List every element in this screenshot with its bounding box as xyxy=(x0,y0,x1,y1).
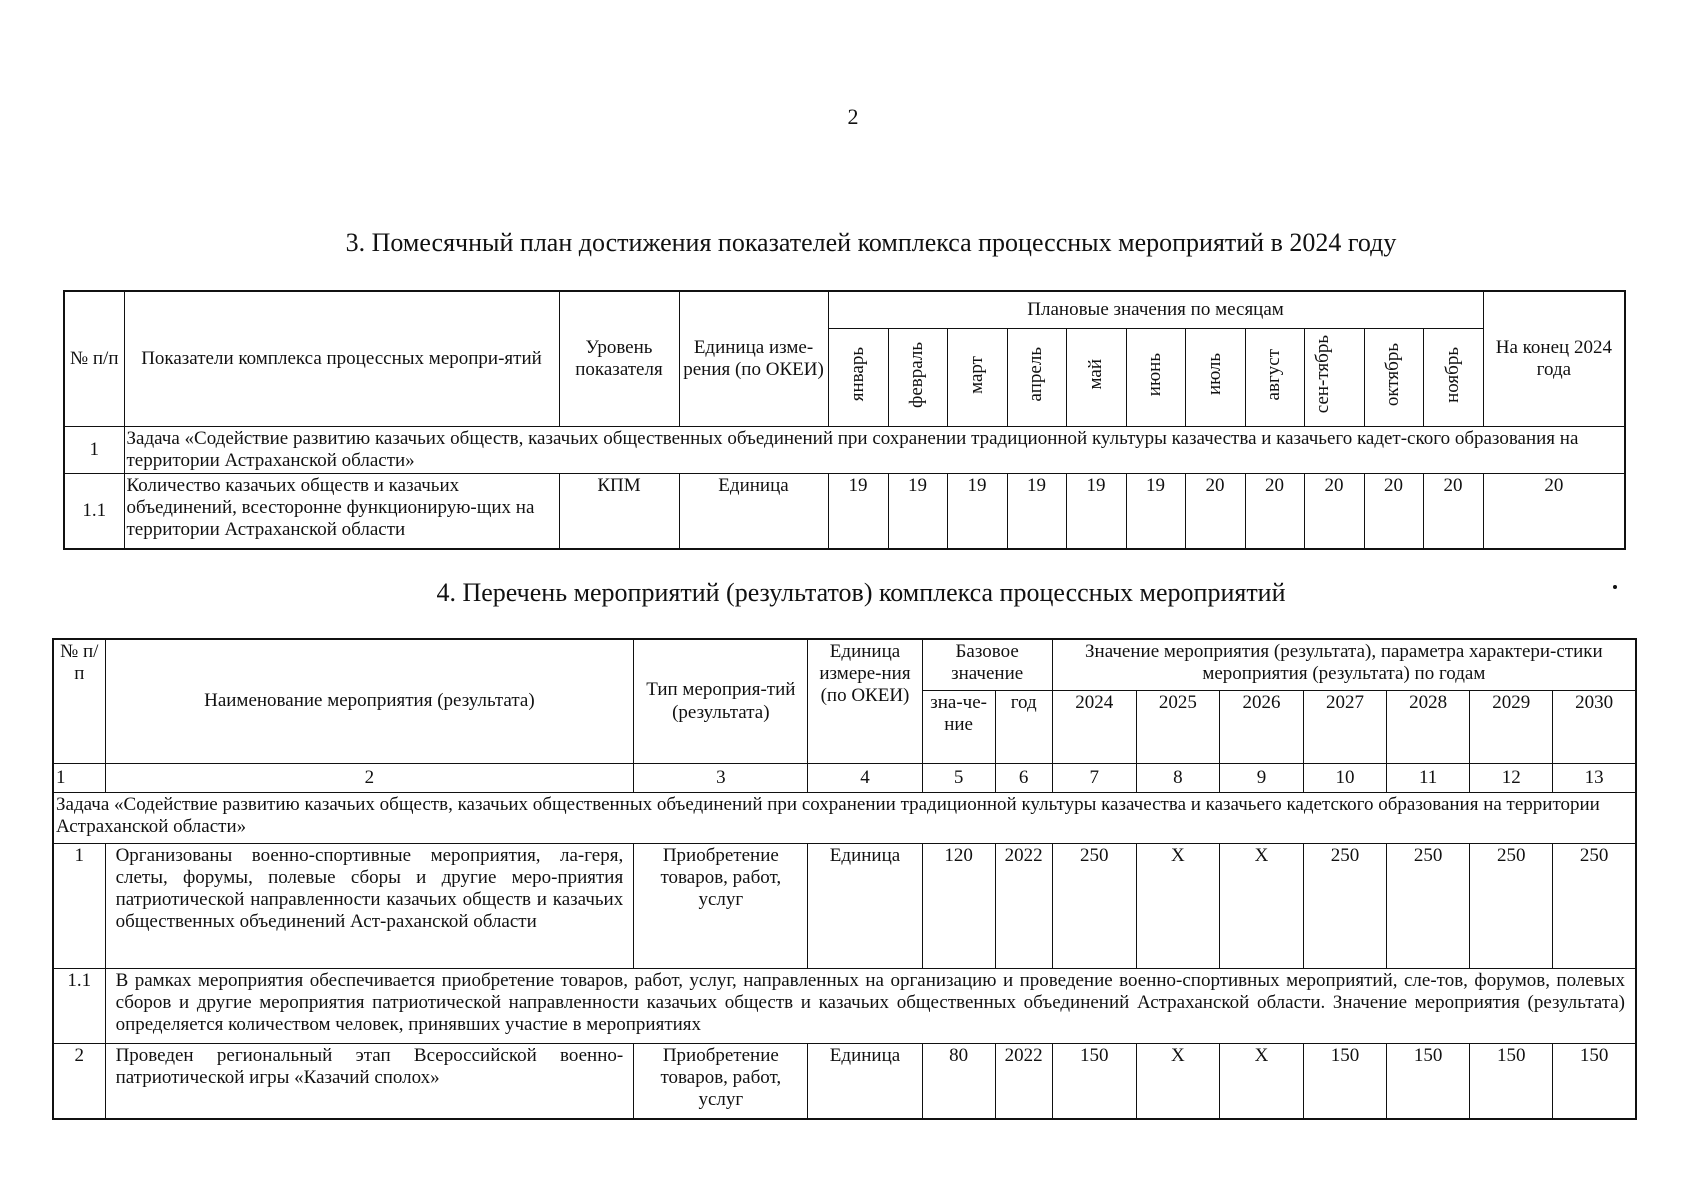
task-row xyxy=(53,793,1636,844)
month-header: март xyxy=(947,329,1007,427)
column-number: 6 xyxy=(995,764,1052,793)
event-year-value: 250 xyxy=(1052,844,1136,969)
event-name: Организованы военно-спортивные мероприятия, ла-геря, слеты, форумы, полевые сборы и другие меро-приятия патриотической направленности казачьих обществ и казачьих общественных объединений Аст-раханской области xyxy=(105,844,634,969)
column-number: 7 xyxy=(1052,764,1136,793)
event-year-value: 250 xyxy=(1553,844,1636,969)
month-value: 20 xyxy=(1423,474,1483,550)
header-unit: Единица изме-рения (по ОКЕИ) xyxy=(679,291,828,427)
month-header: сен-тябрь xyxy=(1304,329,1364,427)
column-number: 10 xyxy=(1304,764,1387,793)
event-type: Приобретение товаров, работ, услуг xyxy=(634,844,808,969)
monthly-plan-table xyxy=(63,290,1626,550)
event-base-value: 120 xyxy=(922,844,995,969)
month-value: 19 xyxy=(947,474,1007,550)
header-planned-values: Плановые значения по месяцам xyxy=(828,291,1483,329)
month-value: 19 xyxy=(1007,474,1066,550)
event-num: 2 xyxy=(53,1044,105,1120)
event-year-value: 150 xyxy=(1553,1044,1636,1120)
column-number: 13 xyxy=(1553,764,1636,793)
event-year-value: 150 xyxy=(1470,1044,1553,1120)
column-number: 5 xyxy=(922,764,995,793)
event-year-value: Х xyxy=(1136,844,1219,969)
event-year-value: Х xyxy=(1136,1044,1219,1120)
event-num: 1 xyxy=(53,844,105,969)
header-level: Уровень показателя xyxy=(559,291,679,427)
year-header: 2029 xyxy=(1470,691,1553,764)
task-text: Задача «Содействие развитию казачьих обществ, казачьих общественных объединений при сохранении традиционной культуры казачества и казачьего кадет-ского образования на территории Астраханской области» xyxy=(124,427,1625,474)
event-unit: Единица xyxy=(808,1044,922,1120)
indicator-row xyxy=(64,474,1625,550)
section-4-title: 4. Перечень мероприятий (результатов) комплекса процессных мероприятий xyxy=(436,578,1286,607)
month-value: 20 xyxy=(1304,474,1364,550)
column-number: 11 xyxy=(1387,764,1470,793)
task-row xyxy=(64,427,1625,474)
header-type: Тип мероприя-тий (результата) xyxy=(634,639,808,764)
task-text: Задача «Содействие развитию казачьих обществ, казачьих общественных объединений при сохранении традиционной культуры казачества и казачьего кадетского образования на территории Астраханской области» xyxy=(53,793,1636,844)
year-header: 2025 xyxy=(1136,691,1219,764)
header-row xyxy=(64,291,1625,329)
event-row xyxy=(53,844,1636,969)
column-numbers-row xyxy=(53,764,1636,793)
event-year-value: 250 xyxy=(1470,844,1553,969)
event-year-value: 250 xyxy=(1304,844,1387,969)
event-year-value: 150 xyxy=(1052,1044,1136,1120)
events-table xyxy=(52,638,1637,1120)
indicator-level: КПМ xyxy=(559,474,679,550)
month-header: ноябрь xyxy=(1423,329,1483,427)
event-unit: Единица xyxy=(808,844,922,969)
indicator-name: Количество казачьих обществ и казачьих объединений, всесторонне функционирую-щих на территории Астраханской области xyxy=(124,474,559,550)
header-base-value: зна-че-ние xyxy=(922,691,995,764)
column-number: 9 xyxy=(1219,764,1303,793)
header-base: Базовое значение xyxy=(922,639,1052,691)
month-header: апрель xyxy=(1007,329,1066,427)
month-header: февраль xyxy=(888,329,947,427)
month-header: октябрь xyxy=(1364,329,1423,427)
header-name: Наименование мероприятия (результата) xyxy=(105,639,634,764)
event-name: Проведен региональный этап Всероссийской военно-патриотической игры «Казачий сполох» xyxy=(105,1044,634,1120)
column-number: 12 xyxy=(1470,764,1553,793)
task-num: 1 xyxy=(64,427,124,474)
event-year-value: 250 xyxy=(1387,844,1470,969)
column-number: 3 xyxy=(634,764,808,793)
header-num: № п/п xyxy=(53,639,105,764)
event-base-value: 80 xyxy=(922,1044,995,1120)
month-header: июнь xyxy=(1126,329,1185,427)
end-of-year-value: 20 xyxy=(1483,474,1625,550)
month-value: 20 xyxy=(1245,474,1304,550)
event-description-num: 1.1 xyxy=(53,969,105,1044)
section-3-title: 3. Помесячный план достижения показателей комплекса процессных мероприятий в 2024 году xyxy=(345,228,1397,257)
month-value: 19 xyxy=(1066,474,1126,550)
column-number: 4 xyxy=(808,764,922,793)
header-row-1 xyxy=(53,639,1636,691)
month-header: май xyxy=(1066,329,1126,427)
month-header: январь xyxy=(828,329,888,427)
month-header: август xyxy=(1245,329,1304,427)
page-number: 2 xyxy=(847,104,859,129)
header-num: № п/п xyxy=(64,291,124,427)
column-number: 8 xyxy=(1136,764,1219,793)
column-number: 2 xyxy=(105,764,634,793)
month-value: 20 xyxy=(1364,474,1423,550)
month-value: 19 xyxy=(888,474,947,550)
year-header: 2030 xyxy=(1553,691,1636,764)
event-year-value: Х xyxy=(1219,1044,1303,1120)
event-base-year: 2022 xyxy=(995,844,1052,969)
month-value: 20 xyxy=(1185,474,1245,550)
header-base-year: год xyxy=(995,691,1052,764)
event-description-row xyxy=(53,969,1636,1044)
header-end-of-year: На конец 2024 года xyxy=(1483,291,1625,427)
month-value: 19 xyxy=(1126,474,1185,550)
indicator-num: 1.1 xyxy=(64,474,124,550)
event-year-value: Х xyxy=(1219,844,1303,969)
event-year-value: 150 xyxy=(1387,1044,1470,1120)
column-number: 1 xyxy=(53,764,105,793)
event-year-value: 150 xyxy=(1304,1044,1387,1120)
event-row xyxy=(53,1044,1636,1120)
year-header: 2024 xyxy=(1052,691,1136,764)
header-unit: Единица измере-ния (по ОКЕИ) xyxy=(808,639,922,764)
event-base-year: 2022 xyxy=(995,1044,1052,1120)
event-description-text: В рамках мероприятия обеспечивается приобретение товаров, работ, услуг, направленных на организацию и проведение военно-спортивных мероприятий, сле-тов, форумов, полевых сборов и другие мероприятия патриотической направленности казачьих обществ и казачьих общественных объединений Астраханской области. Значение мероприятия (результата) определяется количеством человек, принявших участие в мероприятиях xyxy=(105,969,1636,1044)
indicator-unit: Единица xyxy=(679,474,828,550)
header-values-by-year: Значение мероприятия (результата), параметра характери-стики мероприятия (результата) по годам xyxy=(1052,639,1636,691)
year-header: 2028 xyxy=(1387,691,1470,764)
year-header: 2027 xyxy=(1304,691,1387,764)
event-type: Приобретение товаров, работ, услуг xyxy=(634,1044,808,1120)
year-header: 2026 xyxy=(1219,691,1303,764)
month-header: июль xyxy=(1185,329,1245,427)
month-value: 19 xyxy=(828,474,888,550)
header-indicator: Показатели комплекса процессных меропри-ятий xyxy=(124,291,559,427)
